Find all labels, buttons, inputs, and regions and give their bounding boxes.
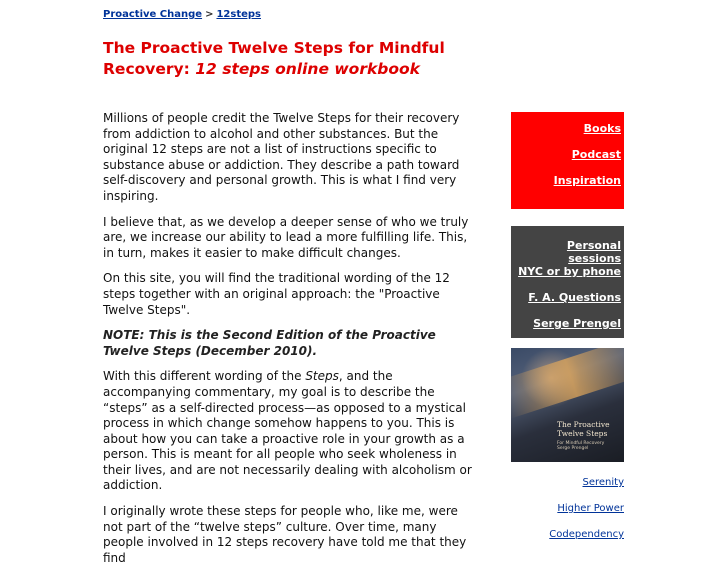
- wording-em: Steps: [305, 369, 339, 384]
- sidebar-dark-box: [511, 226, 624, 338]
- book-cover-image[interactable]: [511, 348, 624, 462]
- sessions-line1: Personal sessions: [566, 239, 621, 265]
- sidebar-link-personal-sessions[interactable]: [511, 239, 624, 278]
- wording-paragraph: [103, 369, 473, 494]
- sidebar: [511, 112, 624, 462]
- breadcrumb: [103, 9, 261, 20]
- belief-paragraph: I believe that, as we develop a deeper sense of who we truly are, we increase our ability to lead a more fulfilling life. This, in turn, makes it easier to make difficult changes.: [103, 214, 469, 260]
- breadcrumb-separator: >: [205, 9, 214, 20]
- wording-pre: With this different wording of the: [103, 369, 306, 384]
- topic-links: [511, 476, 624, 554]
- sidebar-link-faq[interactable]: F. A. Questions: [528, 291, 621, 304]
- page-title: [103, 38, 463, 80]
- book-cover-subtitle-text: For Mindful Recovery: [557, 441, 605, 446]
- topic-link-codependency[interactable]: Codependency: [549, 529, 624, 540]
- origin-paragraph: I originally wrote these steps for people who, like me, were not part of the “twelve steps” culture. Over time, many people involved in 12 steps recovery have told me that they find: [103, 504, 467, 565]
- page-title-sub: 12 steps online workbook: [195, 60, 420, 78]
- sidebar-link-books[interactable]: Books: [583, 122, 621, 135]
- sidebar-link-inspiration[interactable]: Inspiration: [553, 174, 621, 187]
- book-cover-author: Serge Prengel: [557, 446, 589, 451]
- wording-post: , and the accompanying commentary, my goal is to describe the “steps” as a self-directed process—as opposed to a mystical process in which change somehow happens to you. This is about how you can take a proactive role in your growth as a person. This is meant for all people who seek wholeness in their lives, and are not necessarily dealing with alcoholism or addiction.: [103, 369, 472, 493]
- intro-paragraph: Millions of people credit the Twelve Steps for their recovery from addiction to alcohol and other substances. But the original 12 steps are not a list of instructions specific to substance abuse or addiction. They describe a path toward self-discovery and personal growth. This is what I find very inspiring.: [103, 111, 460, 203]
- page-title-main: The Proactive Twelve Steps for Mindful Recovery:: [103, 39, 445, 78]
- sidebar-link-author[interactable]: Serge Prengel: [533, 317, 621, 330]
- main-content: [103, 111, 473, 576]
- topic-link-higher-power[interactable]: Higher Power: [557, 503, 624, 514]
- sessions-line2: NYC or by phone: [518, 265, 621, 278]
- edition-note: NOTE: This is the Second Edition of the Proactive Twelve Steps (December 2010).: [103, 328, 436, 358]
- breadcrumb-home-link[interactable]: Proactive Change: [103, 9, 203, 20]
- sidebar-link-podcast[interactable]: Podcast: [571, 148, 621, 161]
- book-cover-title: The Proactive Twelve Steps: [557, 420, 610, 438]
- topic-link-serenity[interactable]: Serenity: [582, 477, 624, 488]
- book-cover-subtitle: [557, 441, 604, 451]
- site-paragraph: On this site, you will find the traditional wording of the 12 steps together with an original approach: the "Proactive Twelve Steps".: [103, 271, 450, 317]
- sidebar-red-box: [511, 112, 624, 209]
- breadcrumb-current-link[interactable]: 12steps: [216, 9, 261, 20]
